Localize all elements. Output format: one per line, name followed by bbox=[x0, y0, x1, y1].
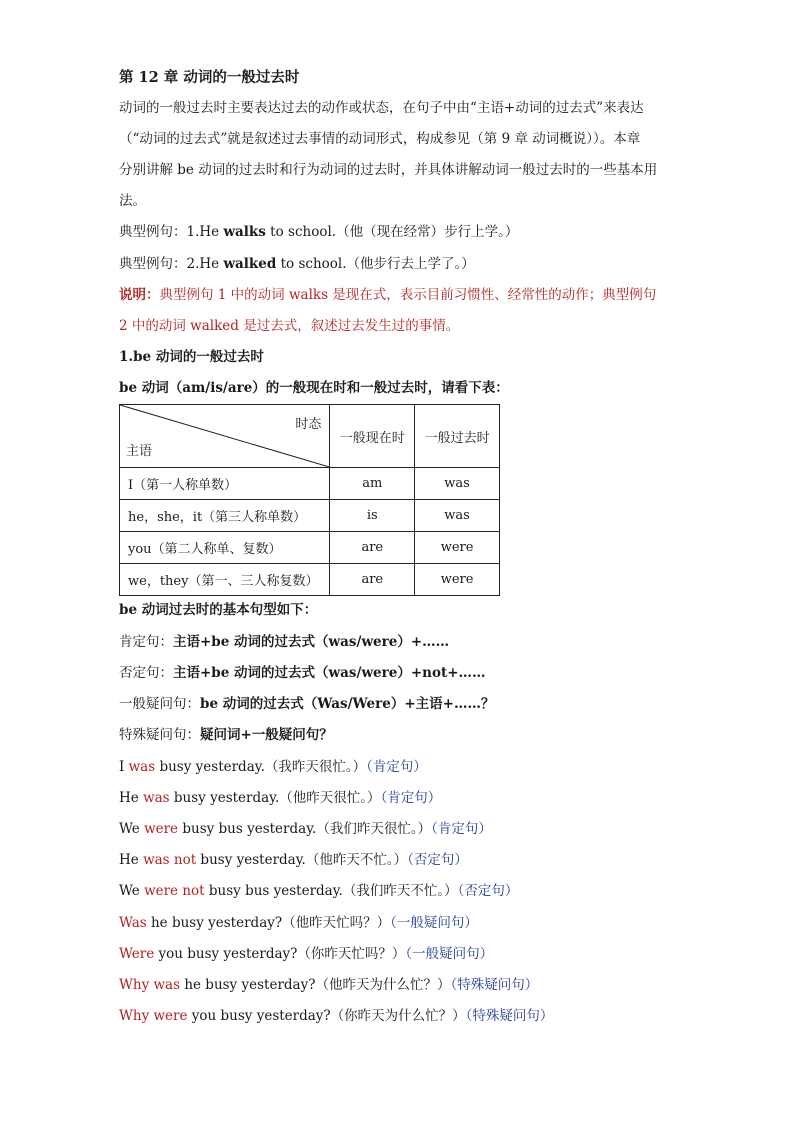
pattern-special-question: 特殊疑问句：疑问词+一般疑问句？ bbox=[119, 727, 333, 743]
example-line: Why were you busy yesterday?（你昨天为什么忙？）（特殊疑问句） bbox=[119, 1008, 554, 1024]
table-intro: be 动词（am/is/are）的一般现在时和一般过去时，请看下表： bbox=[119, 380, 509, 396]
example-line: I was busy yesterday.（我昨天很忙。）（肯定句） bbox=[119, 759, 427, 775]
example-line: Were you busy yesterday?（你昨天忙吗？）（一般疑问句） bbox=[119, 946, 494, 962]
header-subject: 主语 bbox=[126, 444, 153, 459]
chapter-title: 第 12 章 动词的一般过去时 bbox=[119, 69, 300, 86]
table-corner-cell bbox=[120, 405, 330, 468]
note-line-1: 说明：典型例句 1 中的动词 walks 是现在式，表示目前习惯性、经常性的动作；典型例句 bbox=[119, 287, 657, 303]
example-line: We were busy bus yesterday.（我们昨天很忙。）（肯定句） bbox=[119, 821, 492, 837]
example-verb: walked bbox=[223, 256, 277, 272]
example-line: Why was he busy yesterday?（他昨天为什么忙？）（特殊疑问句） bbox=[119, 977, 539, 993]
table-row bbox=[120, 532, 500, 564]
sentence-type-tag: （一般疑问句） bbox=[390, 915, 478, 931]
sentence-type-tag: （特殊疑问句） bbox=[450, 977, 539, 993]
note-line-2: 2 中的动词 walked 是过去式，叙述过去发生过的事情。 bbox=[119, 318, 460, 334]
intro-line-3: 分别讲解 be 动词的过去时和行为动词的过去时，并具体讲解动词一般过去时的一些基本用 bbox=[119, 162, 658, 178]
example-line: Was he busy yesterday?（他昨天忙吗？）（一般疑问句） bbox=[119, 915, 478, 931]
sentence-type-tag: （肯定句） bbox=[380, 790, 442, 806]
cell-present: am bbox=[330, 468, 415, 500]
cell-past: were bbox=[415, 532, 500, 564]
sentence-type-tag: （否定句） bbox=[407, 852, 468, 868]
cell-subject: we，they（第一、三人称复数） bbox=[120, 564, 330, 596]
cell-subject: you（第二人称单、复数） bbox=[120, 532, 330, 564]
pattern-general-question: 一般疑问句：be 动词的过去式（Was/Were）+主语+……？ bbox=[119, 696, 495, 712]
note-label: 说明： bbox=[119, 287, 160, 303]
table-row bbox=[120, 564, 500, 596]
cell-past: was bbox=[415, 468, 500, 500]
section-heading: 1.be 动词的一般过去时 bbox=[119, 349, 264, 365]
table-row bbox=[120, 468, 500, 500]
cell-past: was bbox=[415, 500, 500, 532]
cell-present: are bbox=[330, 532, 415, 564]
example-line: He was busy yesterday.（他昨天很忙。）（肯定句） bbox=[119, 790, 442, 806]
header-present: 一般现在时 bbox=[330, 405, 415, 468]
cell-subject: he，she，it（第三人称单数） bbox=[120, 500, 330, 532]
patterns-heading: be 动词过去时的基本句型如下： bbox=[119, 602, 318, 618]
cell-present: is bbox=[330, 500, 415, 532]
cell-subject: I（第一人称单数） bbox=[120, 468, 330, 500]
be-verb-tense-table bbox=[119, 404, 500, 596]
intro-line-2: （“动词的过去式”就是叙述过去事情的动词形式，构成参见（第 9 章 动词概说））。本章 bbox=[119, 131, 641, 147]
sentence-type-tag: （否定句） bbox=[457, 883, 519, 899]
header-tense: 时态 bbox=[295, 417, 322, 432]
example-sentence-2: 典型例句：2.He walked to school.（他步行去上学了。） bbox=[119, 256, 475, 272]
table-row bbox=[120, 500, 500, 532]
example-line: He was not busy yesterday.（他昨天不忙。）（否定句） bbox=[119, 852, 468, 868]
cell-past: were bbox=[415, 564, 500, 596]
sentence-type-tag: （肯定句） bbox=[366, 759, 427, 775]
sentence-type-tag: （一般疑问句） bbox=[405, 946, 494, 962]
sentence-type-tag: （肯定句） bbox=[431, 821, 492, 837]
header-past: 一般过去时 bbox=[415, 405, 500, 468]
intro-line-4: 法。 bbox=[119, 193, 146, 209]
pattern-affirmative: 肯定句：主语+be 动词的过去式（was/were）+…… bbox=[119, 634, 450, 650]
example-line: We were not busy bus yesterday.（我们昨天不忙。）（否定句） bbox=[119, 883, 519, 899]
intro-line-1: 动词的一般过去时主要表达过去的动作或状态，在句子中由“主语+动词的过去式”来表达 bbox=[119, 100, 644, 116]
example-verb: walks bbox=[223, 224, 266, 240]
pattern-negative: 否定句：主语+be 动词的过去式（was/were）+not+…… bbox=[119, 665, 486, 681]
cell-present: are bbox=[330, 564, 415, 596]
example-sentence-1: 典型例句：1.He walks to school.（他（现在经常）步行上学。） bbox=[119, 224, 519, 240]
sentence-type-tag: （特殊疑问句） bbox=[465, 1008, 554, 1024]
